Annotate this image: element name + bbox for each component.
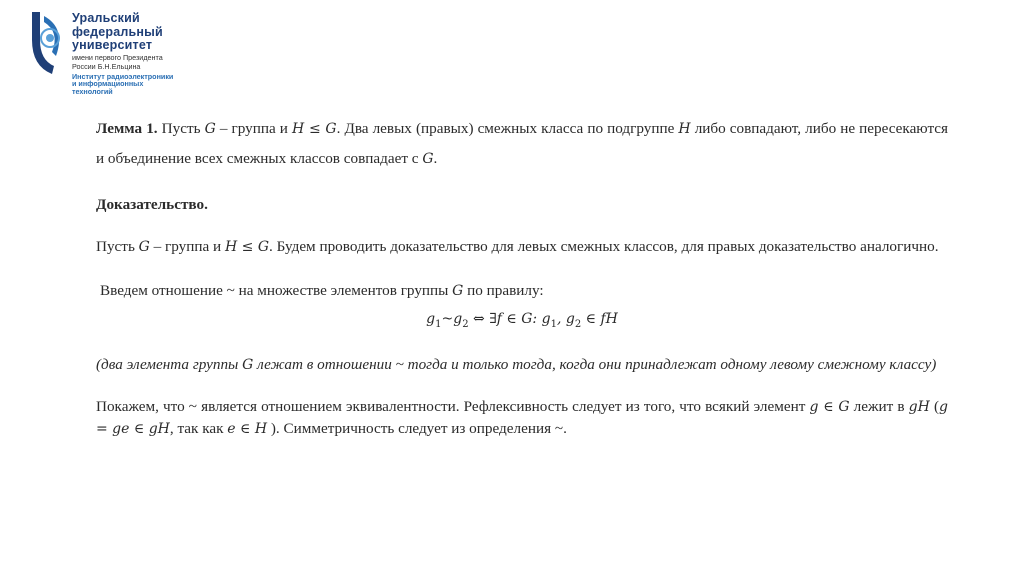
italic-text-2: лежат в отношении ~ тогда и только тогда, когда они принадлежат одному левому смежному классу)	[253, 355, 937, 373]
intro-text-1: Введем отношение ~ на множестве элементов группы	[100, 282, 453, 299]
logo-text	[72, 12, 173, 96]
formula-tilde: ~	[441, 311, 454, 327]
math-H-le-G: H ≤ G	[292, 121, 337, 137]
logo-subtitle-2: России Б.Н.Ельцина	[72, 61, 141, 71]
math-e-in-H: e ∈ H	[227, 420, 268, 437]
equivalence-paragraph	[96, 396, 948, 440]
lemma-title: Лемма 1.	[96, 120, 158, 137]
formula-g1: g	[426, 311, 436, 327]
lemma-text-1: Пусть	[157, 120, 205, 137]
institute-line-2: и информационных	[72, 79, 144, 89]
show-text-1: Покажем, что ~ является отношением эквивалентности. Рефлексивность следует из того, что всякий элемент	[96, 397, 810, 415]
formula-tail: ∈ fH	[581, 311, 618, 327]
lemma-paragraph	[96, 114, 948, 174]
let-paragraph	[96, 236, 948, 258]
formula-sub-4: 2	[574, 318, 582, 330]
math-gH: gH	[908, 398, 930, 415]
relation-formula	[96, 308, 948, 336]
math-G: G	[452, 283, 464, 299]
math-g-in-G: g ∈ G	[809, 398, 850, 415]
show-text-4: , так как	[169, 419, 228, 437]
lemma-text-2: – группа и	[215, 120, 293, 137]
lemma-text-4: либо совпадают, либо не пересекаются и объединение всех смежных классов совпадает с	[96, 120, 948, 167]
let-text-2: – группа и	[149, 238, 225, 255]
math-G: G	[242, 356, 254, 373]
intro-text-2: по правилу:	[463, 282, 544, 299]
logo-line-2: федеральный	[72, 24, 163, 39]
math-G: G	[422, 151, 434, 167]
show-text-2: лежит в	[849, 397, 909, 415]
show-text-5: ). Симметричность следует из определения ~.	[267, 419, 567, 437]
math-g-eq-ge: g = ge ∈ gH	[96, 398, 948, 437]
italic-note	[96, 354, 948, 376]
relation-intro	[96, 280, 948, 302]
math-G: G	[138, 239, 150, 255]
formula-mid-2: ⇔ ∃f ∈ G: g	[468, 311, 551, 327]
lemma-text-3: . Два левых (правых) смежных класса по подгруппе	[336, 120, 679, 137]
proof-heading: Доказательство.	[96, 196, 208, 213]
let-text-1: Пусть	[96, 238, 139, 255]
formula-sub-1: 1	[435, 318, 442, 330]
show-text-3: (	[929, 397, 940, 415]
math-H: H	[678, 121, 691, 137]
university-logo	[26, 10, 216, 110]
math-H-le-G: H ≤ G	[224, 239, 270, 255]
italic-text-1: (два элемента группы	[96, 355, 243, 373]
logo-subtitle-1: имени первого Президента	[72, 52, 163, 62]
institute-line-1: Институт радиоэлектроники	[72, 71, 174, 81]
math-G: G	[204, 121, 216, 137]
formula-sub-2: 2	[462, 318, 469, 330]
formula-sub-3: 1	[550, 318, 557, 330]
let-text-3: . Будем проводить доказательство для левых смежных классов, для правых доказательство аналогично.	[269, 238, 939, 255]
logo-line-1: Уральский	[72, 11, 140, 25]
slide-content	[96, 114, 948, 440]
formula-g2: g	[453, 311, 463, 327]
lemma-text-5: .	[433, 150, 438, 167]
formula-mid-3: , g	[556, 311, 575, 327]
ural-university-emblem-icon	[26, 10, 72, 80]
institute-line-3: технологий	[72, 87, 113, 97]
logo-line-3: университет	[72, 38, 153, 52]
